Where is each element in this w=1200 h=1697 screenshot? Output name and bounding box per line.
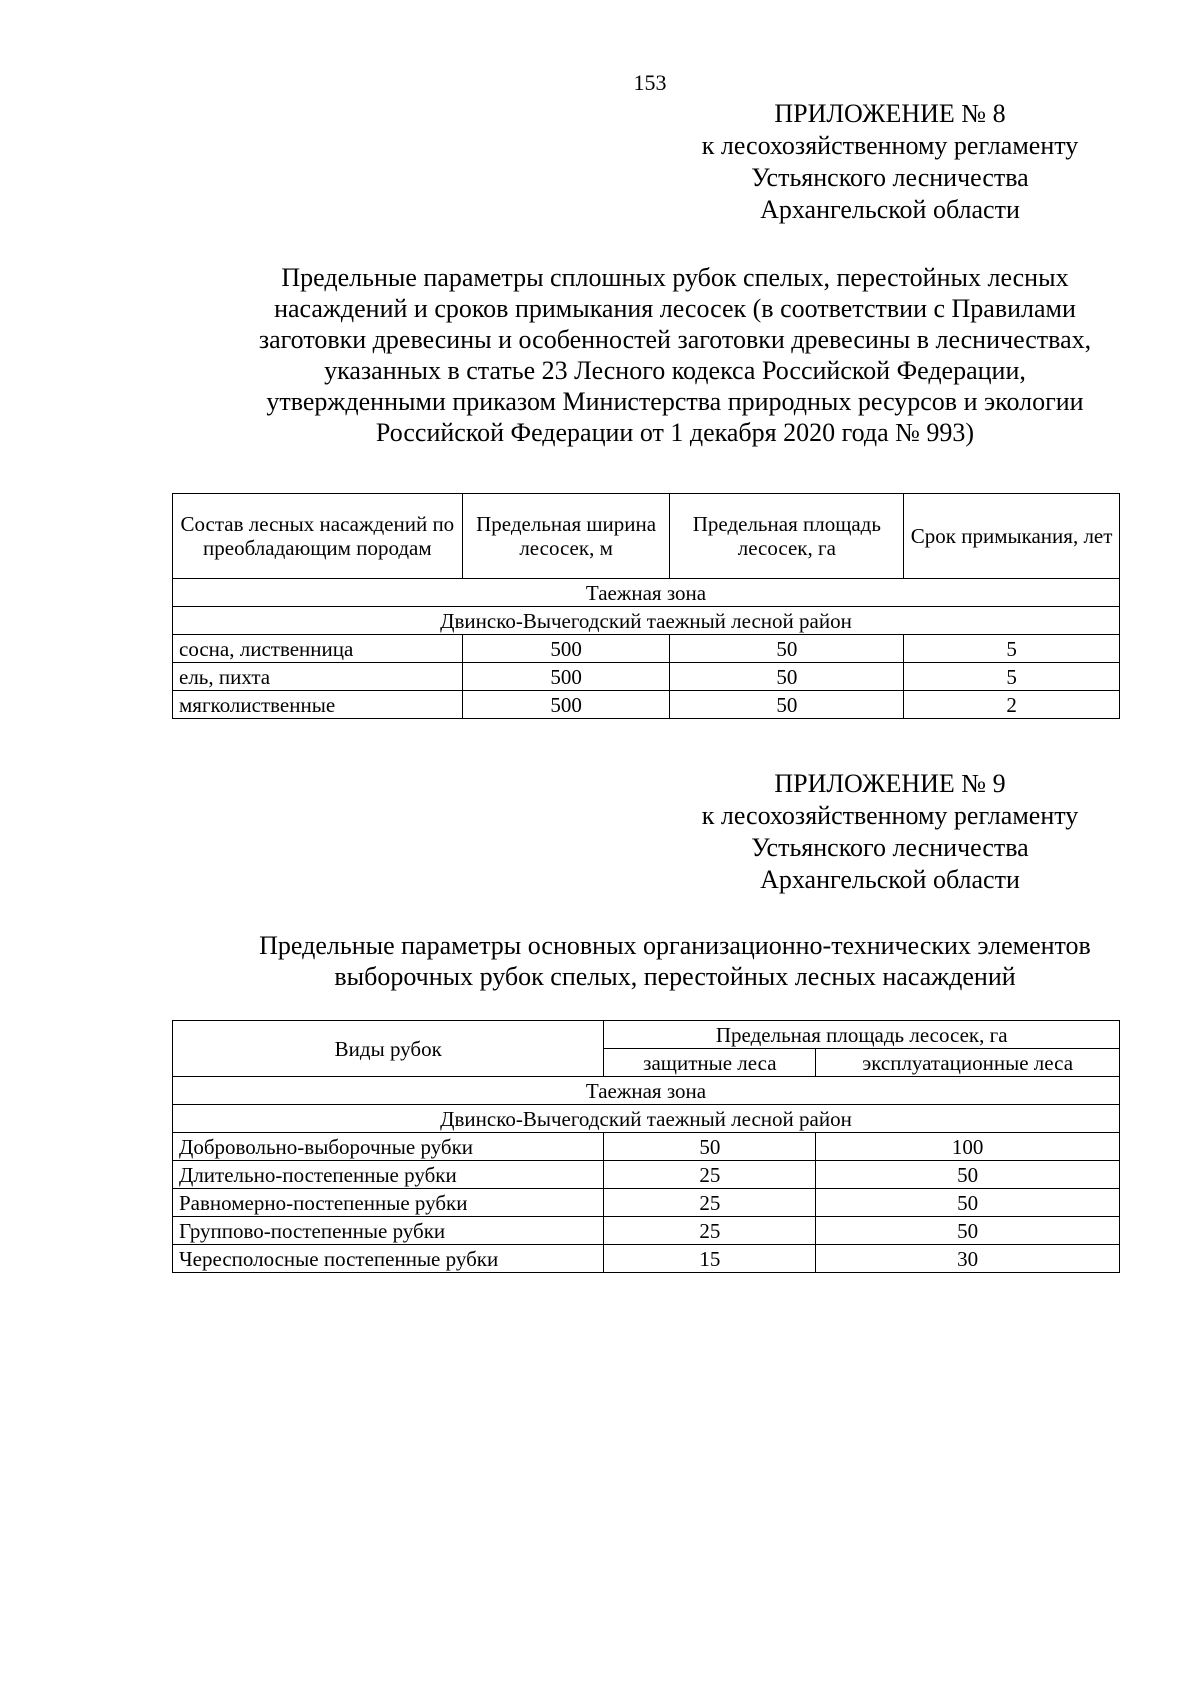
width-cell: 500 [462,663,670,691]
column-header: Виды рубок [173,1021,604,1077]
species-cell: мягколиственные [173,691,463,719]
cutting-type-cell: Равномерно-постепенные рубки [173,1189,604,1217]
table-row [173,635,1120,663]
heading-line: заготовки древесины и особенностей заготовки древесины в лесничествах, [258,325,1092,354]
column-header: эксплуатационные леса [816,1049,1120,1077]
table-row [173,1189,1120,1217]
annex-8-line: Архангельской области [760,195,1020,224]
district-cell: Двинско-Вычегодский таежный лесной район [173,1105,1120,1133]
exploitation-cell: 30 [816,1245,1120,1273]
heading-line: Предельные параметры основных организационно-технических элементов [259,931,1091,960]
annex-9-line: Устьянского лесничества [751,833,1029,862]
heading-line: утвержденными приказом Министерства природных ресурсов и экологии [266,387,1084,416]
exploitation-cell: 50 [816,1161,1120,1189]
table-row [173,1217,1120,1245]
exploitation-cell: 50 [816,1217,1120,1245]
width-cell: 500 [462,635,670,663]
heading-line: насаждений и сроков примыкания лесосек (в соответствии с Правилами [274,294,1076,323]
cutting-type-cell: Длительно-постепенные рубки [173,1161,604,1189]
annex-8-line: Устьянского лесничества [751,163,1029,192]
species-cell: ель, пихта [173,663,463,691]
heading-line: выборочных рубок спелых, перестойных лесных насаждений [334,962,1016,991]
heading-line: указанных в статье 23 Лесного кодекса Российской Федерации, [324,356,1026,385]
table-9-heading [160,930,1190,992]
heading-line: Предельные параметры сплошных рубок спелых, перестойных лесных [281,263,1069,292]
district-row [173,607,1120,635]
annex-9-line: Архангельской области [760,865,1020,894]
table-row [173,1161,1120,1189]
term-cell: 2 [904,691,1120,719]
district-row [173,1105,1120,1133]
protective-cell: 15 [604,1245,816,1273]
area-cell: 50 [670,691,904,719]
table-header-row [173,1021,1120,1049]
area-cell: 50 [670,663,904,691]
zone-cell: Таежная зона [173,579,1120,607]
exploitation-cell: 100 [816,1133,1120,1161]
protective-cell: 25 [604,1161,816,1189]
table-row [173,663,1120,691]
column-header: Состав лесных насаждений по преобладающим породам [173,494,463,579]
exploitation-cell: 50 [816,1189,1120,1217]
table-8-heading [160,262,1190,448]
width-cell: 500 [462,691,670,719]
protective-cell: 50 [604,1133,816,1161]
cutting-type-cell: Добровольно-выборочные рубки [173,1133,604,1161]
column-header: Предельная площадь лесосек, га [604,1021,1120,1049]
term-cell: 5 [904,635,1120,663]
annex-9-block [660,768,1120,896]
column-header: Предельная площадь лесосек, га [670,494,904,579]
annex-9-line: к лесохозяйственному регламенту [701,801,1079,830]
table-header-row [173,494,1120,579]
protective-cell: 25 [604,1217,816,1245]
zone-row [173,579,1120,607]
column-header: защитные леса [604,1049,816,1077]
page-number: 153 [633,70,667,95]
table-row [173,1133,1120,1161]
column-header: Предельная ширина лесосек, м [462,494,670,579]
heading-line: Российской Федерации от 1 декабря 2020 года № 993) [375,418,975,447]
protective-cell: 25 [604,1189,816,1217]
zone-row [173,1077,1120,1105]
district-cell: Двинско-Вычегодский таежный лесной район [173,607,1120,635]
table-9 [172,1020,1120,1273]
annex-8-title: ПРИЛОЖЕНИЕ № 8 [774,99,1006,128]
zone-cell: Таежная зона [173,1077,1120,1105]
annex-9-title: ПРИЛОЖЕНИЕ № 9 [774,769,1006,798]
table-row [173,691,1120,719]
cutting-type-cell: Группово-постепенные рубки [173,1217,604,1245]
table-8 [172,493,1120,719]
annex-8-line: к лесохозяйственному регламенту [701,131,1079,160]
table-row [173,1245,1120,1273]
cutting-type-cell: Чересполосные постепенные рубки [173,1245,604,1273]
column-header: Срок примыкания, лет [904,494,1120,579]
area-cell: 50 [670,635,904,663]
species-cell: сосна, лиственница [173,635,463,663]
annex-8-block [660,98,1120,226]
term-cell: 5 [904,663,1120,691]
